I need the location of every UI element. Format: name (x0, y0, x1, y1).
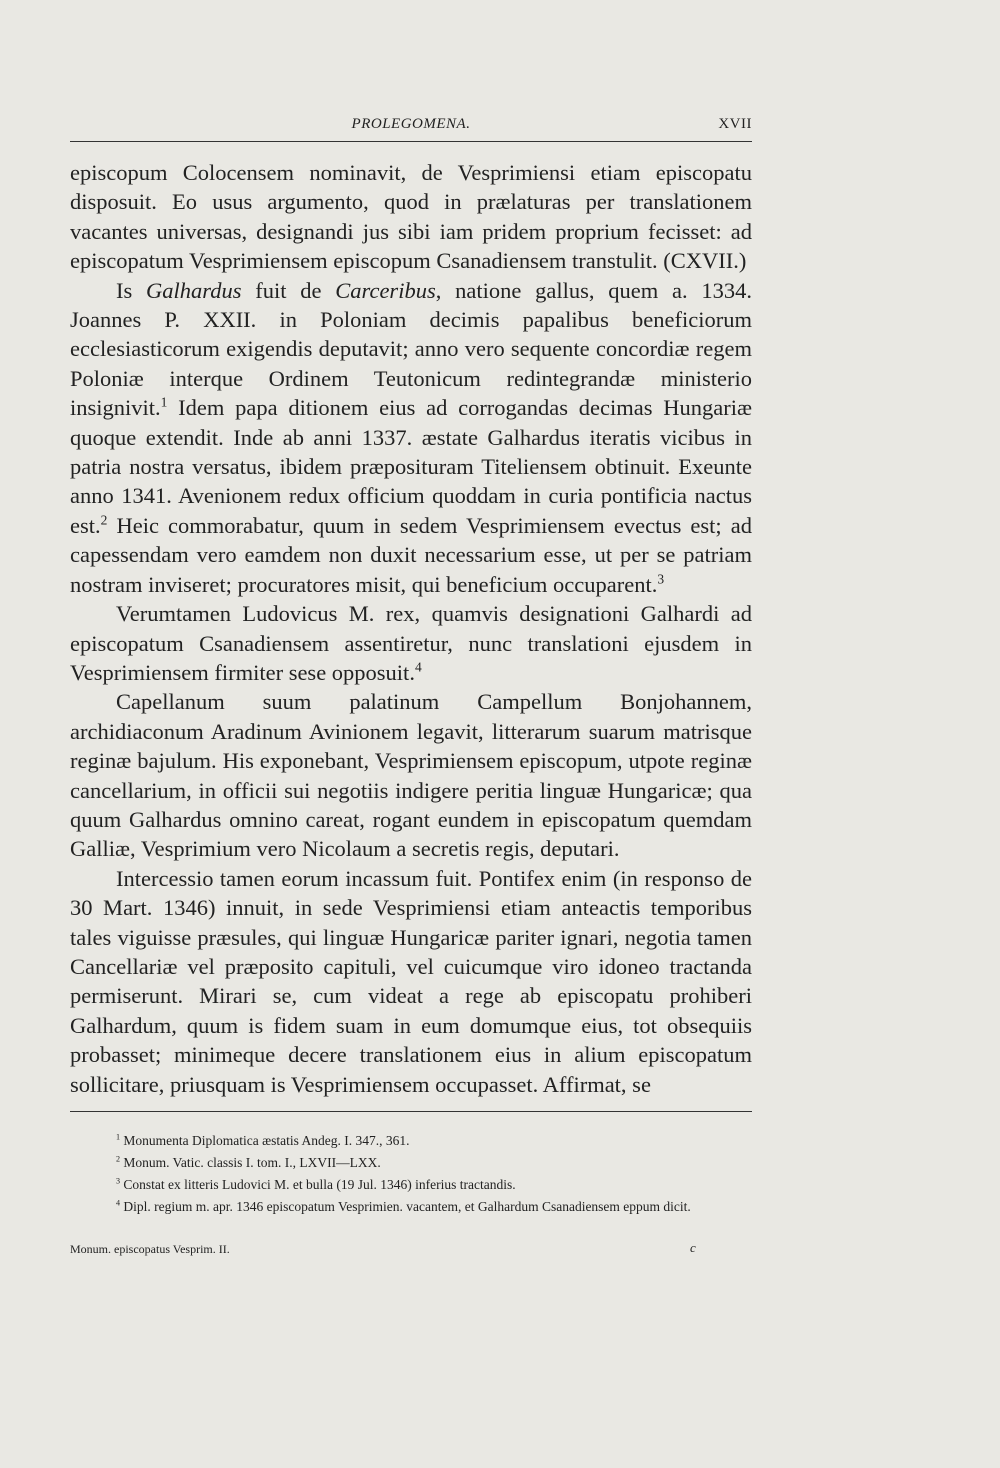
text-run: Is (116, 277, 147, 303)
footnote-4 (70, 1196, 752, 1218)
footnote-text: Dipl. regium m. apr. 1346 episcopatum Vesprimien. vacantem, et Galhardum Csanadiensem eppum dicit. (123, 1199, 691, 1214)
footnote-1 (70, 1130, 752, 1152)
paragraph-1: episcopum Colocensem nominavit, de Vesprimiensi etiam episcopatu disposuit. Eo usus argumento, quod in prælaturas per translationem vacantes universas, designandi jus sibi iam pridem proprium fecisset: ad episcopatum Vesprimiensem episcopum Csanadiensem transtulit. (CXVII.) (70, 160, 752, 274)
italic-name: Carceribus (335, 277, 436, 303)
footnote-mark: 4 (116, 1198, 121, 1208)
running-header (70, 116, 752, 138)
footnote-mark: 3 (116, 1176, 121, 1186)
footnote-text: Monumenta Diplomatica æstatis Andeg. I. 347., 361. (123, 1133, 410, 1148)
footnote-text: Monum. Vatic. classis I. tom. I., LXVII—LXX. (123, 1155, 381, 1170)
footnote-ref: 2 (100, 512, 108, 528)
text-run: , natione gallus, quem a. 1334. Joannes P. XXII. in Poloniam decimis papalibus beneficiorum ecclesiasticorum exigendis deputavit; anno vero sequente concordiæ regem Poloniæ interque Ordinem Teutonicum redintegrandæ ministerio insignivit. (70, 277, 753, 421)
footnote-ref: 1 (160, 394, 168, 410)
footnote-ref: 3 (657, 571, 665, 587)
text-run: Verumtamen Ludovicus M. rex, quamvis designationi Galhardi ad episcopatum Csanadiensem assentiretur, nunc translationi ejusdem in Vesprimiensem firmiter sese opposuit. (70, 601, 752, 685)
text-run: Heic commorabatur, quum in sedem Vesprimiensem evectus est; ad capessendam vero eamdem non duxit necessarium esse, ut per se patriam nostram inviseret; procuratores misit, qui beneficium occuparent. (70, 512, 752, 597)
paragraph-3 (70, 599, 752, 687)
page-number: XVII (718, 116, 752, 132)
footnote-3 (70, 1174, 752, 1196)
running-title: PROLEGOMENA. (351, 116, 471, 132)
footnote-ref: 4 (414, 659, 422, 675)
text-run: fuit de (241, 277, 336, 303)
signature-mark: c (690, 1240, 696, 1255)
italic-name: Galhardus (146, 277, 242, 303)
paragraph-5: Intercessio tamen eorum incassum fuit. Pontifex enim (in responso de 30 Mart. 1346) innuit, in sede Vesprimiensi etiam anteactis temporibus tales viguisse præsules, qui linguæ Hungaricæ pariter ignari, negotia tamen Cancellariæ vel præposito capituli, vel cuicumque viro idoneo tractanda permiserunt. Mirari se, cum videat a rege ab episcopatu prohiberi Galhardum, quum is fidem suam in eum domumque eius, tot obsequiis probasset; minimeque decere translationem eius in alium episcopatum sollicitare, priusquam is Vesprimiensem occupasset. Affirmat, se (70, 865, 752, 1097)
footer-series-title: Monum. episcopatus Vesprim. II. (70, 1242, 230, 1256)
footnote-mark: 2 (116, 1154, 121, 1164)
footnotes (70, 1130, 752, 1218)
footnote-text: Constat ex litteris Ludovici M. et bulla (19 Jul. 1346) inferius tractandis. (123, 1177, 516, 1192)
footnote-rule (70, 1111, 752, 1112)
paragraph-2 (70, 276, 752, 599)
footnote-2 (70, 1152, 752, 1174)
header-rule (70, 141, 752, 142)
footnote-mark: 1 (116, 1132, 121, 1142)
text-run: Idem papa ditionem eius ad corrogandas decimas Hungariæ quoque extendit. Inde ab anni 1337. æstate Galhardus iteratis vicibus in patria nostra versatus, ibidem præposituram Titeliensem obtinuit. Exeunte anno 1341. Avenionem redux officium quoddam in curia pontificia nactus est. (70, 395, 752, 538)
main-text (70, 158, 752, 1099)
paragraph-4: Capellanum suum palatinum Campellum Bonjohannem, archidiaconum Aradinum Avinionem legavit, litterarum suarum matrisque reginæ bajulum. His exponebant, Vesprimiensem episcopum, utpote reginæ cancellarium, in officii sui negotiis indigere peritia linguæ Hungaricæ; qua quum Galhardus omnino careat, rogant eundem in episcopatum quemdam Galliæ, Vesprimium vero Nicolaum a secretis regis, deputari. (70, 689, 752, 862)
